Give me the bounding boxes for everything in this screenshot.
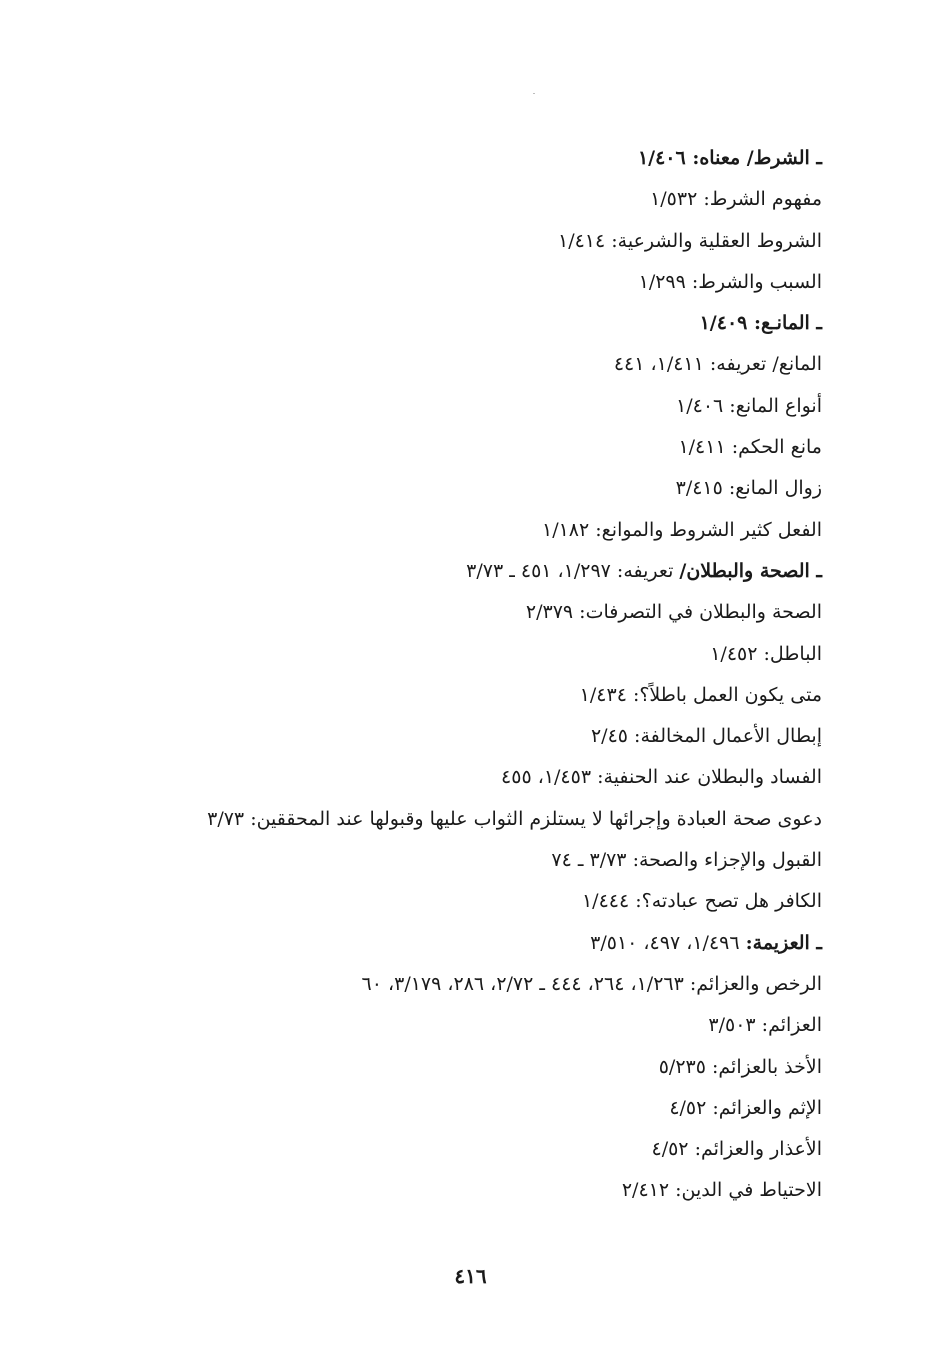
index-entry [62,634,822,675]
entry-text: دعوى صحة العبادة وإجرائها لا يستلزم الثواب عليها وقبولها عند المحققين: ٣/٧٣ [207,807,822,830]
index-entry [62,551,822,592]
entry-heading: ـ المانـع: [753,312,822,335]
entry-text: الفساد والبطلان عند الحنفية: ١/٤٥٣، ٤٥٥ [501,766,822,789]
entry-text: متى يكون العمل باطلاً؟: ١/٤٣٤ [579,683,822,706]
index-entry [62,179,822,220]
entry-text: الأعذار والعزائم: ٤/٥٢ [651,1138,822,1161]
entry-text: المانع/ تعريفه: ١/٤١١، ٤٤١ [613,353,822,376]
index-entry [62,386,822,427]
index-entry [62,799,822,840]
page-number: ٤١٦ [454,1264,487,1288]
index-entry [62,964,822,1005]
index-entry [62,675,822,716]
index-entry [62,881,822,922]
index-entry [62,221,822,262]
index-entry [62,716,822,757]
entry-text: السبب والشرط: ١/٢٩٩ [638,270,822,293]
entry-text: ١/٤٠٦ [637,147,693,169]
index-entry [62,138,822,179]
entry-text: القبول والإجزاء والصحة: ٣/٧٣ ـ ٧٤ [551,849,822,872]
entry-text: مفهوم الشرط: ١/٥٣٢ [650,188,822,211]
entry-text: العزائم: ٣/٥٠٣ [708,1014,822,1037]
entry-text: ١/٤٩٦، ٤٩٧، ٣/٥١٠ [590,931,746,954]
index-entries-list [62,138,822,1212]
index-entry [62,344,822,385]
scan-speck [533,93,535,94]
entry-heading: ـ الصحة والبطلان/ [679,559,822,582]
entry-text: الأخذ بالعزائم: ٥/٢٣٥ [658,1055,822,1078]
index-entry [62,262,822,303]
entry-heading: ـ العزيمة: [745,931,822,954]
entry-heading: ـ الشرط/ معناه: [692,147,822,169]
index-entry [62,923,822,964]
entry-text: تعريفه: ١/٢٩٧، ٤٥١ ـ ٣/٧٣ [466,559,680,582]
entry-text: الإثم والعزائم: ٤/٥٢ [669,1096,822,1119]
entry-text: زوال المانع: ٣/٤١٥ [675,477,822,500]
entry-text: الرخص والعزائم: ١/٢٦٣، ٢٦٤، ٤٤٤ ـ ٢/٧٢، ٢٨٦، ٣/١٧٩، ٦٠ [361,972,822,995]
entry-text: أنواع المانع: ١/٤٠٦ [676,394,822,417]
entry-text: الشروط العقلية والشرعية: ١/٤١٤ [558,229,822,252]
entry-text: الصحة والبطلان في التصرفات: ٢/٣٧٩ [525,601,822,624]
index-entry [62,840,822,881]
index-entry [62,1170,822,1211]
entry-text: إبطال الأعمال المخالفة: ٢/٤٥ [590,725,822,748]
index-entry [62,303,822,344]
index-entry [62,427,822,468]
entry-text: الكافر هل تصح عبادته؟: ١/٤٤٤ [581,890,822,913]
index-entry [62,1129,822,1170]
entry-text: الاحتياط في الدين: ٢/٤١٢ [621,1179,822,1202]
index-entry [62,510,822,551]
entry-text: ١/٤٠٩ [699,312,754,335]
entry-text: الباطل: ١/٤٥٢ [710,642,822,665]
index-entry [62,592,822,633]
index-entry [62,757,822,798]
index-entry [62,1005,822,1046]
index-entry [62,1088,822,1129]
entry-text: مانع الحكم: ١/٤١١ [678,436,822,459]
entry-text: الفعل كثير الشروط والموانع: ١/١٨٢ [542,518,822,541]
index-entry [62,468,822,509]
index-entry [62,1047,822,1088]
